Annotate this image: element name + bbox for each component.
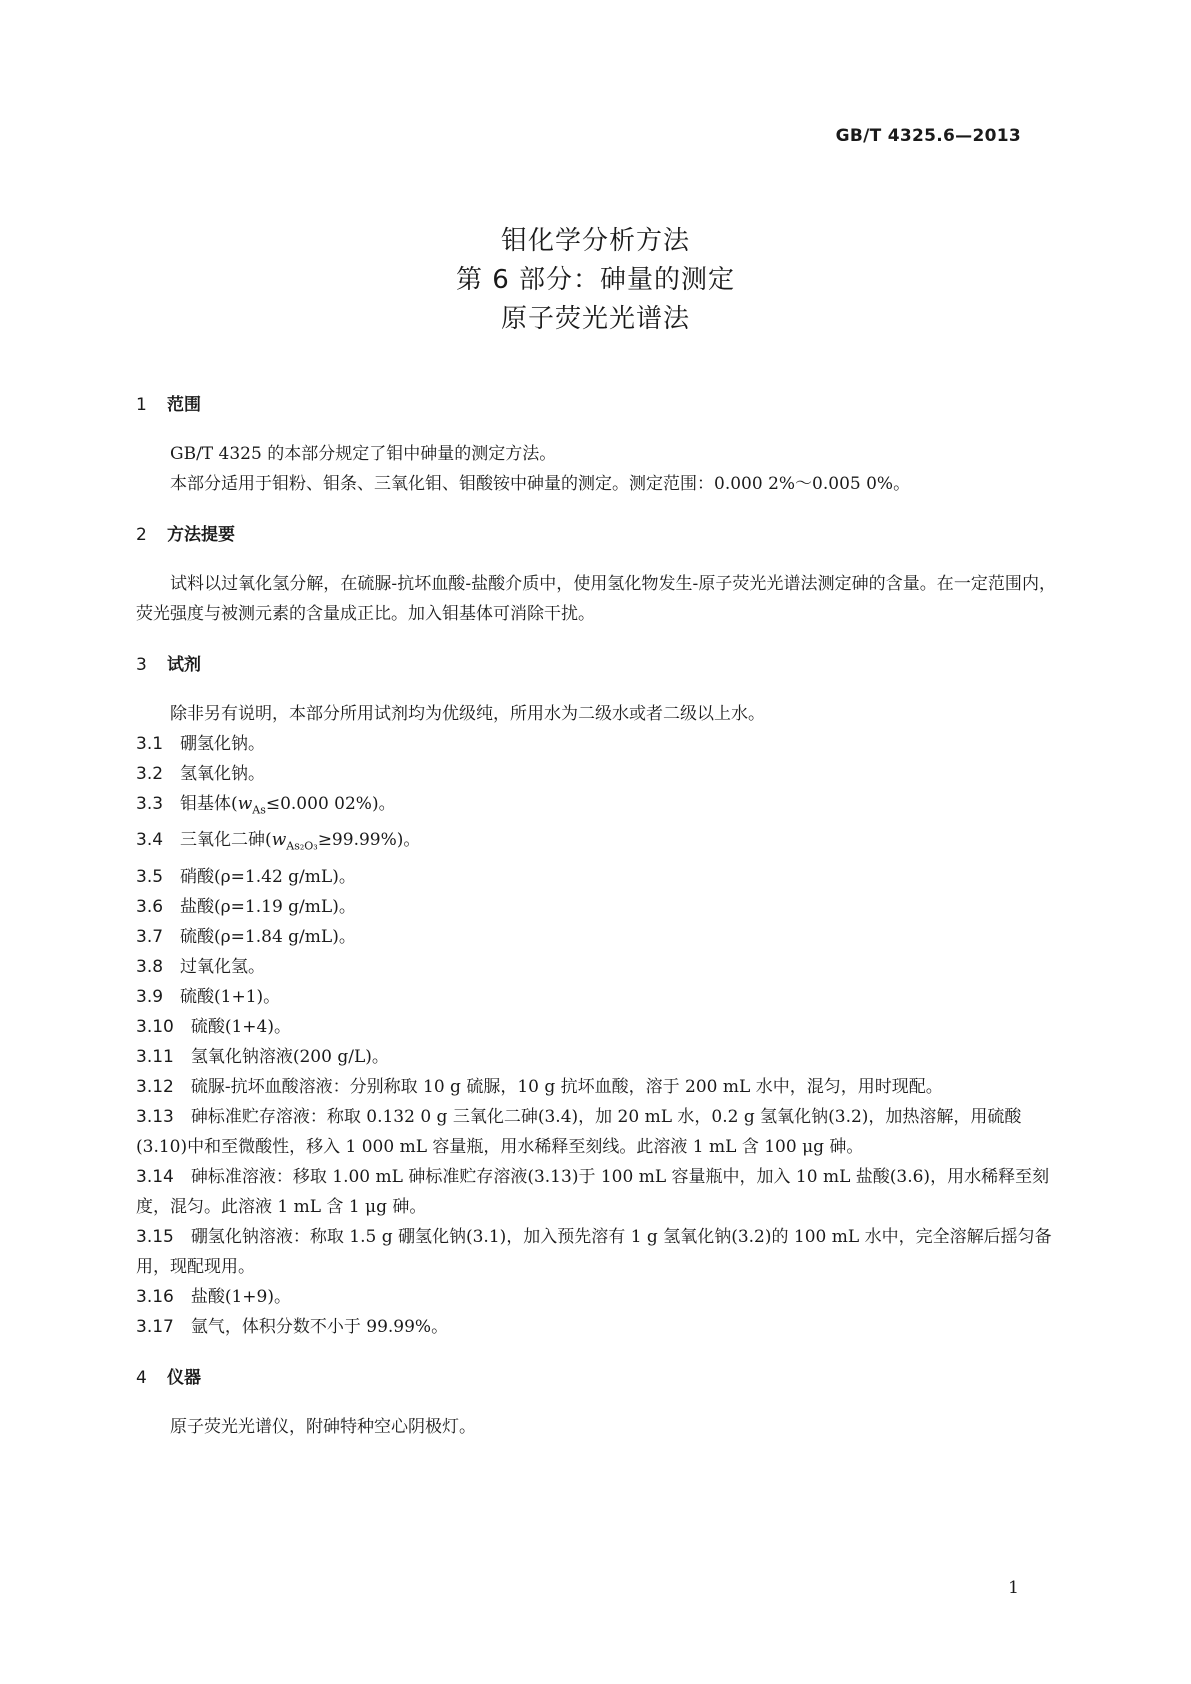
section-2-heading bbox=[136, 523, 1056, 547]
item-text: 砷标准贮存溶液：称取 0.132 0 g 三氧化二砷(3.4)，加 20 mL 水，0.2 g 氢氧化钠(3.2)，加热溶解，用硫酸(3.10)中和至微酸性，移入 1 000 mL 容量瓶，用水稀释至刻线。此溶液 1 mL 含 100 μg 砷。 bbox=[136, 1106, 1022, 1157]
item-number: 3.12 bbox=[136, 1076, 174, 1097]
item-number: 3.9 bbox=[136, 986, 164, 1007]
section-title: 范围 bbox=[167, 395, 201, 415]
item-text: 硫酸(ρ=1.84 g/mL)。 bbox=[180, 926, 356, 947]
reagent-item bbox=[136, 729, 1056, 759]
item-text-before: 钼基体( bbox=[180, 794, 238, 814]
section-number: 4 bbox=[136, 1367, 147, 1388]
mass-fraction-subscript: As₂O₃ bbox=[286, 839, 318, 853]
reagent-item bbox=[136, 862, 1056, 892]
reagent-item bbox=[136, 982, 1056, 1012]
title-line-1: 钼化学分析方法 bbox=[500, 226, 690, 256]
page-number: 1 bbox=[1008, 1578, 1019, 1598]
reagent-item bbox=[136, 1042, 1056, 1072]
item-text: 硫酸(1+1)。 bbox=[180, 986, 281, 1007]
reagent-item bbox=[136, 1072, 1056, 1102]
reagent-item bbox=[136, 922, 1056, 952]
reagent-item bbox=[136, 759, 1056, 789]
item-text: 硫酸(1+4)。 bbox=[190, 1016, 291, 1037]
section-title: 试剂 bbox=[167, 655, 201, 675]
item-text: 硫脲-抗坏血酸溶液：分别称取 10 g 硫脲，10 g 抗坏血酸，溶于 200 mL 水中，混匀，用时现配。 bbox=[190, 1076, 943, 1097]
mass-fraction-subscript: As bbox=[252, 803, 266, 817]
section-4-heading bbox=[136, 1366, 1056, 1390]
item-text: 过氧化氢。 bbox=[180, 956, 266, 977]
item-text: 硼氢化钠溶液：称取 1.5 g 硼氢化钠(3.1)，加入预先溶有 1 g 氢氧化钠(3.2)的 100 mL 水中，完全溶解后摇匀备用，现配现用。 bbox=[136, 1226, 1052, 1277]
document-title bbox=[0, 222, 1191, 339]
reagent-item bbox=[136, 789, 1056, 825]
item-number: 3.10 bbox=[136, 1016, 174, 1037]
item-number: 3.17 bbox=[136, 1316, 174, 1337]
section-number: 1 bbox=[136, 395, 147, 415]
reagent-item bbox=[136, 1162, 1056, 1222]
item-number: 3.13 bbox=[136, 1106, 174, 1127]
item-text: 氩气，体积分数不小于 99.99%。 bbox=[190, 1316, 449, 1337]
item-text: 盐酸(1+9)。 bbox=[190, 1286, 291, 1307]
section-title: 方法提要 bbox=[167, 525, 235, 545]
item-text-before: 三氧化二砷( bbox=[180, 830, 272, 851]
item-number: 3.7 bbox=[136, 926, 164, 947]
title-line-3: 原子荧光光谱法 bbox=[500, 304, 690, 334]
item-text: 盐酸(ρ=1.19 g/mL)。 bbox=[180, 896, 356, 917]
item-number: 3.5 bbox=[136, 866, 164, 887]
reagent-item bbox=[136, 825, 1056, 861]
item-text: 硼氢化钠。 bbox=[180, 734, 266, 754]
mass-fraction-symbol: w bbox=[271, 830, 287, 851]
section-number: 3 bbox=[136, 655, 147, 675]
item-number: 3.6 bbox=[136, 896, 164, 917]
item-number: 3.14 bbox=[136, 1166, 174, 1187]
reagent-item bbox=[136, 1222, 1056, 1282]
mass-fraction-symbol: w bbox=[237, 794, 253, 814]
item-number: 3.4 bbox=[136, 830, 164, 851]
section-1-heading bbox=[136, 393, 1056, 417]
section-number: 2 bbox=[136, 525, 147, 545]
item-number: 3.1 bbox=[136, 734, 164, 754]
reagent-item bbox=[136, 892, 1056, 922]
item-text: 氢氧化钠。 bbox=[180, 764, 266, 784]
section-2-paragraph-1: 试料以过氧化氢分解，在硫脲-抗坏血酸-盐酸介质中，使用氢化物发生-原子荧光光谱法测定砷的含量。在一定范围内，荧光强度与被测元素的含量成正比。加入钼基体可消除干扰。 bbox=[136, 574, 1056, 624]
reagent-item bbox=[136, 1282, 1056, 1312]
item-text: 硝酸(ρ=1.42 g/mL)。 bbox=[180, 866, 356, 887]
item-text: 氢氧化钠溶液(200 g/L)。 bbox=[190, 1046, 389, 1067]
item-number: 3.16 bbox=[136, 1286, 174, 1307]
item-text-after: ≤0.000 02%)。 bbox=[265, 794, 396, 814]
item-text-after: ≥99.99%)。 bbox=[317, 830, 421, 851]
item-number: 3.11 bbox=[136, 1046, 174, 1067]
document-body bbox=[136, 393, 1056, 1442]
section-1-paragraph-1: GB/T 4325 的本部分规定了钼中砷量的测定方法。 bbox=[170, 444, 557, 464]
reagent-item bbox=[136, 1312, 1056, 1342]
item-number: 3.2 bbox=[136, 764, 164, 784]
reagent-item bbox=[136, 1102, 1056, 1162]
item-text: 砷标准溶液：移取 1.00 mL 砷标准贮存溶液(3.13)于 100 mL 容量瓶中，加入 10 mL 盐酸(3.6)，用水稀释至刻度，混匀。此溶液 1 mL 含 1 μg 砷。 bbox=[136, 1166, 1050, 1217]
section-title: 仪器 bbox=[167, 1367, 201, 1388]
reagent-item bbox=[136, 952, 1056, 982]
section-1-paragraph-2: 本部分适用于钼粉、钼条、三氧化钼、钼酸铵中砷量的测定。测定范围：0.000 2%～0.005 0%。 bbox=[170, 474, 911, 494]
section-3-intro: 除非另有说明，本部分所用试剂均为优级纯，所用水为二级水或者二级以上水。 bbox=[170, 704, 765, 724]
section-4-paragraph-1: 原子荧光光谱仪，附砷特种空心阴极灯。 bbox=[170, 1416, 476, 1437]
item-number: 3.15 bbox=[136, 1226, 174, 1247]
title-line-2: 第 6 部分：砷量的测定 bbox=[455, 265, 736, 295]
section-3-heading bbox=[136, 653, 1056, 677]
item-number: 3.8 bbox=[136, 956, 164, 977]
item-number: 3.3 bbox=[136, 794, 164, 814]
standard-number: GB/T 4325.6—2013 bbox=[835, 126, 1021, 146]
reagent-item bbox=[136, 1012, 1056, 1042]
